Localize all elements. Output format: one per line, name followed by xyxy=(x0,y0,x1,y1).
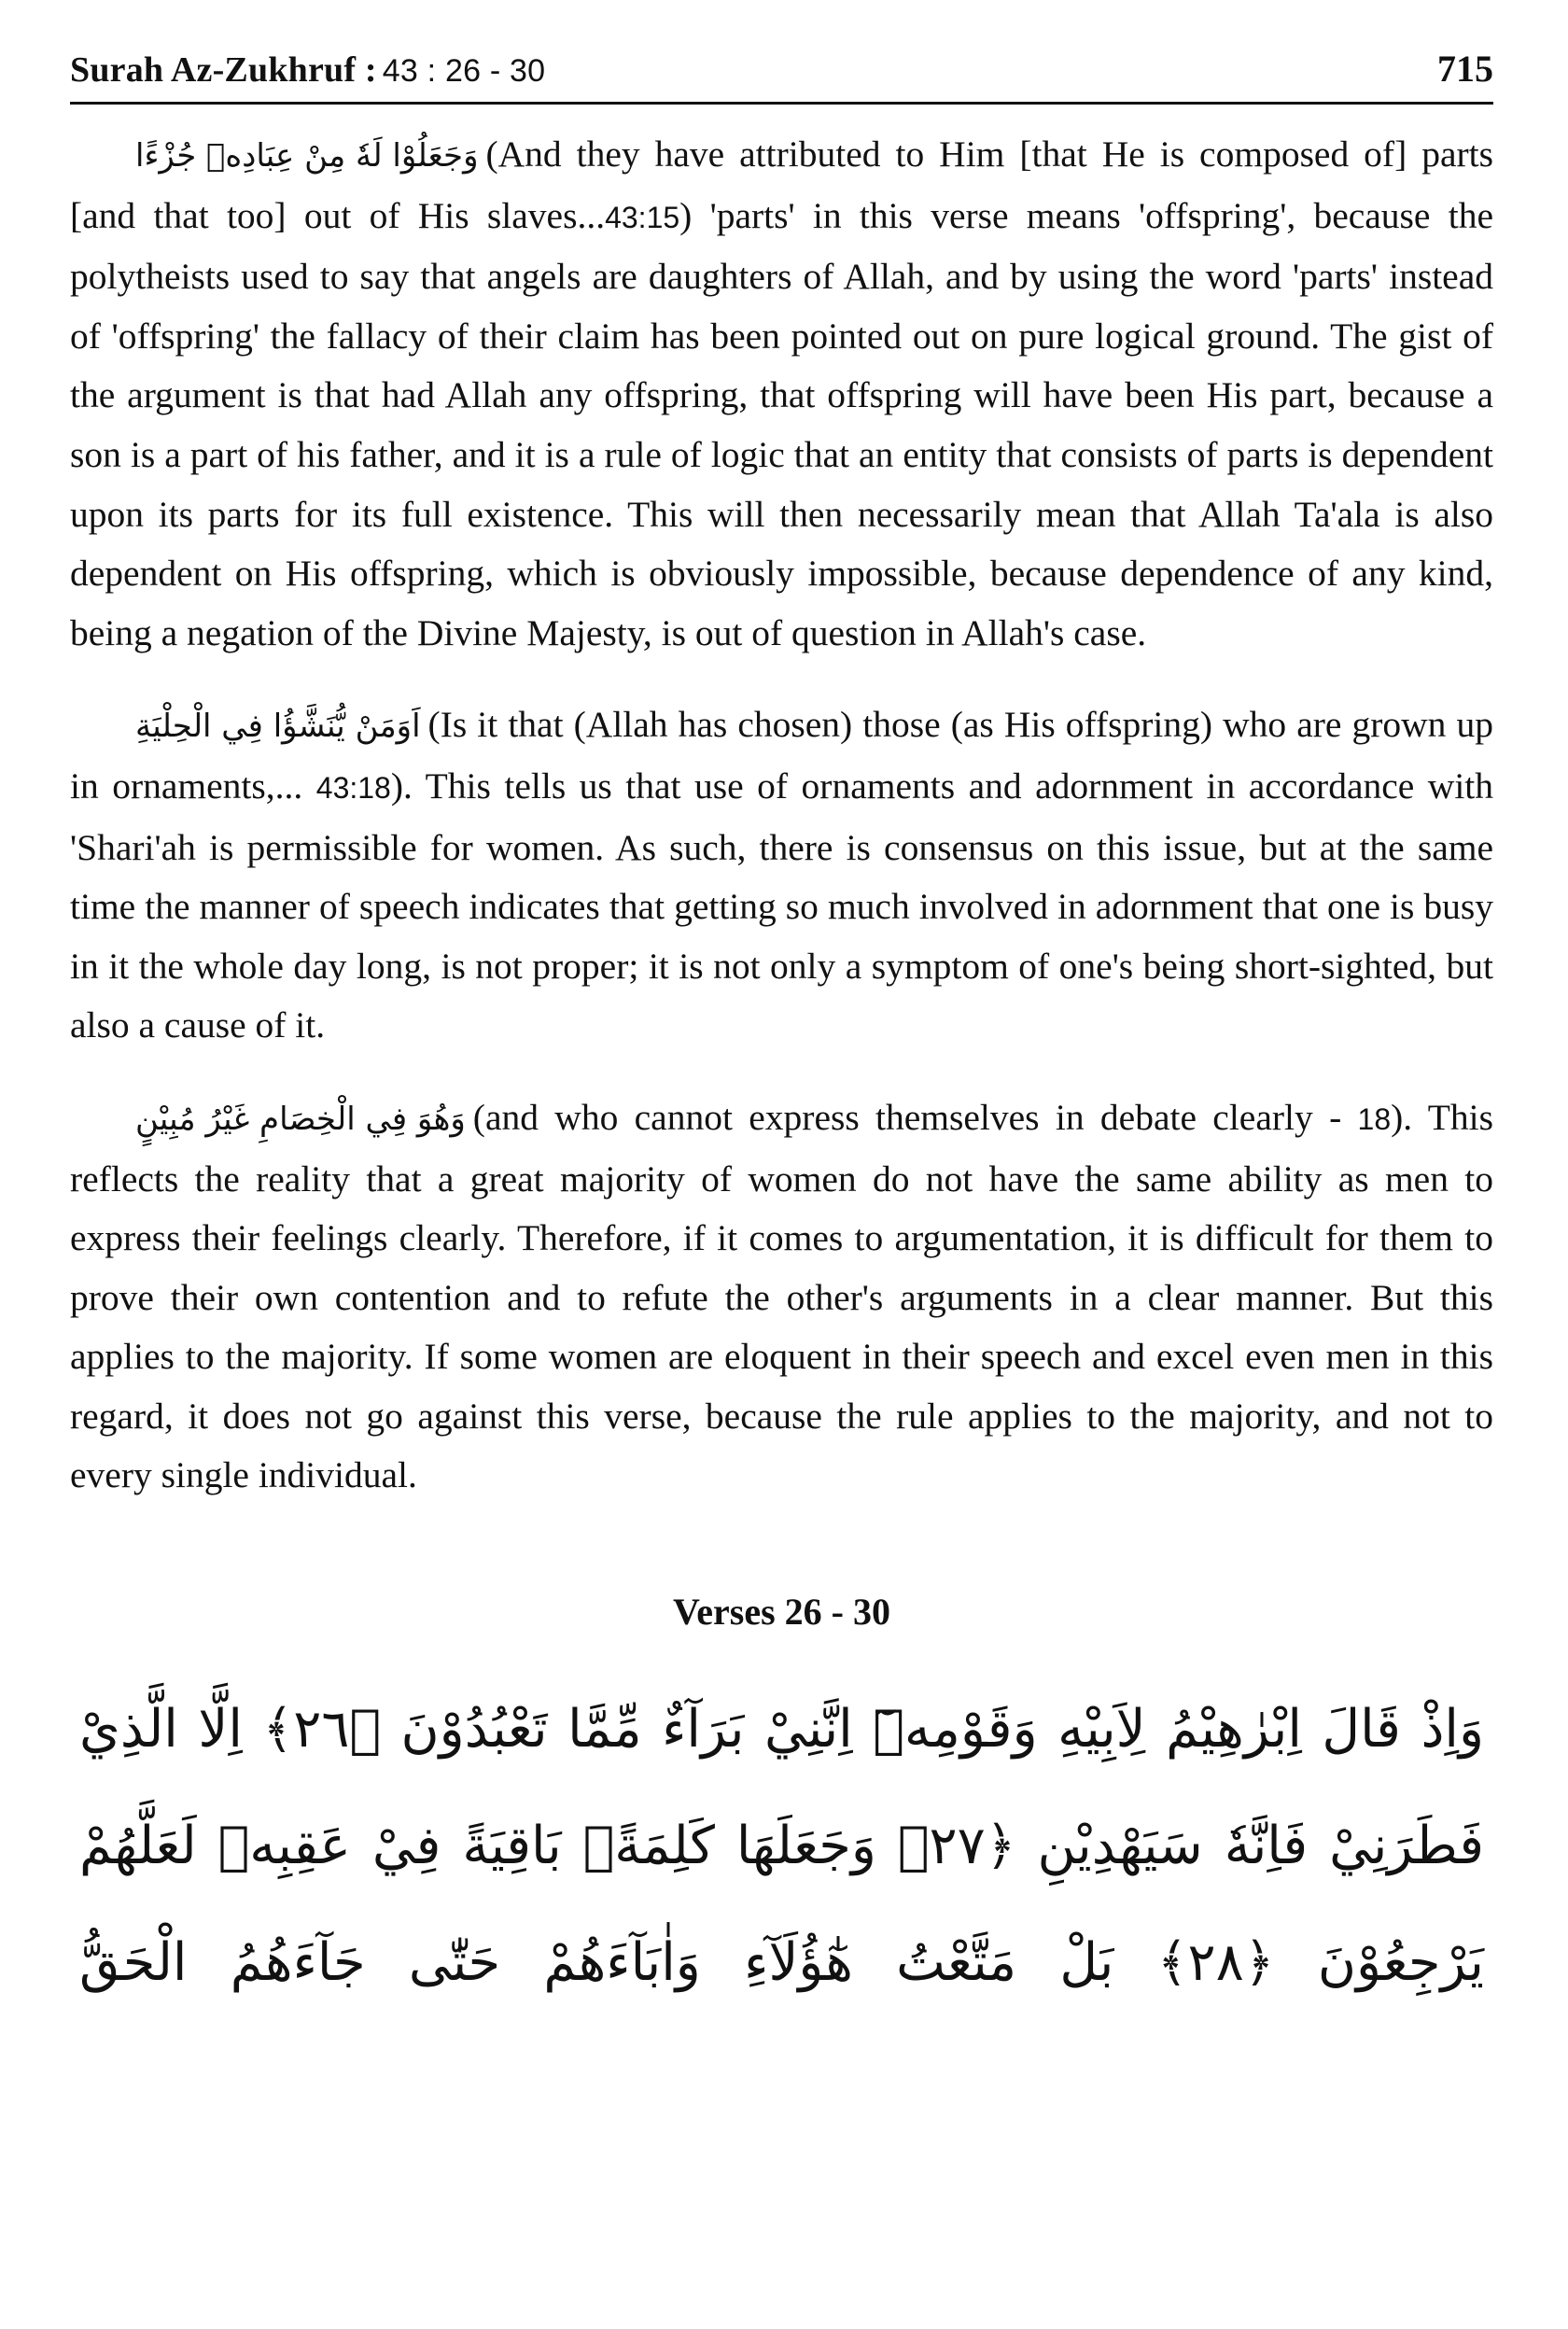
page xyxy=(70,47,1493,2021)
running-header xyxy=(70,47,1493,105)
page-number: 715 xyxy=(1437,48,1493,90)
verse-reference: 43:18 xyxy=(315,770,391,805)
arabic-quote: اَوَمَنْ يُّنَشَّؤُا فِي الْحِلْيَةِ xyxy=(135,708,421,746)
paragraph-text: ) 'parts' in this verse means 'offspring', because the polytheists used to say that angels are daughters of Allah, and by using the word 'parts' instead of 'offspring' the fallacy of their claim has been pointed out on pure logical ground. The gist of the argument is that had Allah any offspring, that offspring will have been His part, because a son is a part of his father, and it is a rule of logic that an entity that consists of parts is dependent upon its parts for its full existence. This will then necessarily mean that Allah Ta'ala is also dependent on His offspring, which is obviously impossible, because dependence of any kind, being a negation of the Divine Majesty, is out of question in Allah's case. xyxy=(70,194,1493,653)
paragraph-text: (Is it that (Allah has chosen) those (as His offspring) who are grown up in ornaments,... xyxy=(70,704,1493,807)
paragraph-text: ). This tells us that use of ornaments and adornment in accordance with 'Shari'ah is permissible for women. As such, there is consensus on this issue, but at the same time the manner of speech indicates that getting so much involved in adornment that one is busy in it the whole day long, is not proper; it is not only a symptom of one's being short-sighted, but also a cause of it. xyxy=(70,765,1494,1046)
paragraph-text: ). This reflects the reality that a great majority of women do not have the same ability as men to express their feelings clearly. Therefore, if it comes to argumentation, it is difficult for them to prove their own contention and to refute the other's arguments in a clear manner. But this applies to the majority. If some women are eloquent in their speech and excel even men in this regard, it does not go against this verse, because the rule applies to the majority, and not to every single individual. xyxy=(70,1096,1493,1496)
commentary-paragraph xyxy=(70,1088,1493,1506)
arabic-verse-line: وَاِذْ قَالَ اِبْرٰهِيْمُ لِاَبِيْهِ وَقَوْمِهٖٓ اِنَّنِيْ بَرَآءٌ مِّمَّا تَعْبُدُوْنَ ﴿٢٦﴾ اِلَّا الَّذِيْ xyxy=(79,1699,1485,1761)
arabic-quote: وَهُوَ فِي الْخِصَامِ غَيْرُ مُبِيْنٍ xyxy=(135,1100,466,1138)
arabic-verses xyxy=(70,1671,1493,2021)
running-title xyxy=(70,49,545,91)
arabic-verse-line: يَرْجِعُوْنَ ﴿٢٨﴾ بَلْ مَتَّعْتُ هٰٓؤُلَآءِ وَاٰبَآءَهُمْ حَتّٰى جَآءَهُمُ الْحَقُّ xyxy=(79,1932,1484,1994)
commentary-paragraph xyxy=(70,125,1493,663)
arabic-verse-line: فَطَرَنِيْ فَاِنَّهٗ سَيَهْدِيْنِ ﴿٢٧﴾ وَجَعَلَهَا كَلِمَةًۢ بَاقِيَةً فِيْ عَقِبِهٖ لَعَلَّهُمْ xyxy=(79,1816,1484,1877)
surah-title: Surah Az-Zukhruf : xyxy=(70,50,377,90)
arabic-quote: وَجَعَلُوْا لَهٗ مِنْ عِبَادِهٖ جُزْءًا xyxy=(135,137,479,175)
paragraph-text: (And they have attributed to Him [that He is composed of] parts [and that too] out of His slaves... xyxy=(70,133,1493,236)
verse-reference: 43:15 xyxy=(605,200,680,234)
verse-range: 43 : 26 - 30 xyxy=(382,53,546,89)
section-heading: Verses 26 - 30 xyxy=(673,1591,890,1634)
paragraph-text: (and who cannot express themselves in debate clearly - xyxy=(472,1096,1342,1138)
commentary-paragraph xyxy=(70,695,1493,1056)
verse-reference: 18 xyxy=(1357,1101,1392,1136)
